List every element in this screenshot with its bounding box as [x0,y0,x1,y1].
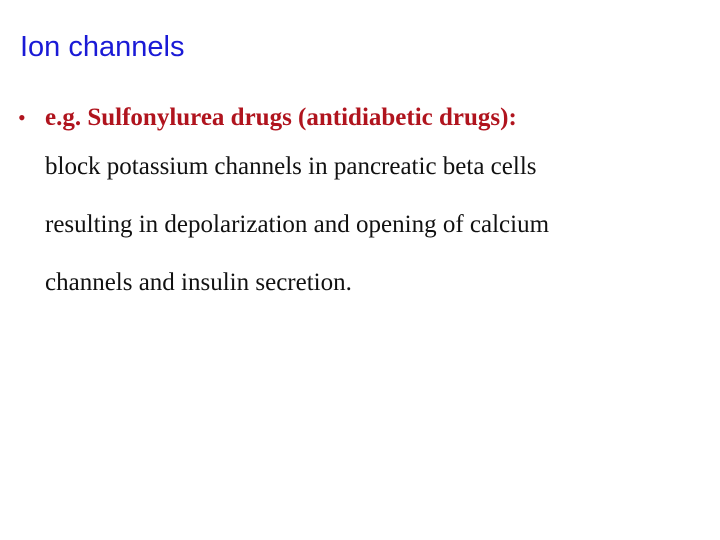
body-line-2: resulting in depolarization and opening of calcium [45,211,550,238]
bullet-list [18,98,708,312]
bullet-text [45,98,708,312]
body-line-1: block potassium channels in pancreatic beta cells [45,153,537,180]
bullet-item [18,98,708,312]
bullet-lead-text: e.g. Sulfonylurea drugs (antidiabetic drugs): [45,104,517,131]
bullet-dot-icon: • [18,105,26,130]
body-line-3: channels and insulin secretion. [45,269,352,296]
slide-title: Ion channels [20,31,185,63]
